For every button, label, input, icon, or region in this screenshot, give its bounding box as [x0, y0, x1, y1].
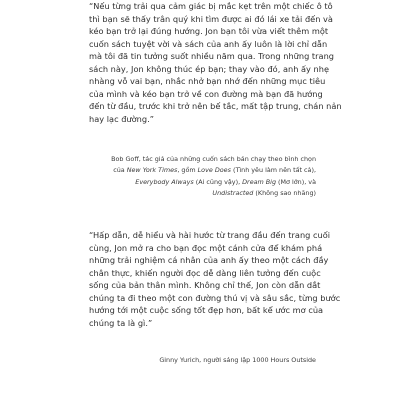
- attribution-1-line-3: [86, 177, 316, 188]
- quote-1-line-1: “Nếu từng trải qua cảm giác bị mắc kẹt trên một chiếc ô tô: [89, 1, 333, 11]
- quote-2-line-5: sống của bản thân mình. Không chỉ thế, Jon còn dẫn dắt: [89, 280, 321, 291]
- book-title-love-does: Love Does: [197, 166, 231, 175]
- book-title-undistracted: Undistracted: [212, 188, 254, 197]
- quote-1-line-9: đến từ đầu, trước khi trở nên bế tắc, mất tập trung, chán nản: [89, 101, 342, 112]
- attribution-1-line-2-mid: , gồm: [177, 166, 198, 175]
- attribution-2-text: Ginny Yurich, người sáng lập 1000 Hours Outside: [159, 356, 316, 364]
- attribution-bob-goff: [86, 154, 316, 199]
- book-title-everybody-always: Everybody Always: [135, 177, 194, 186]
- quote-2-line-4: chân thực, khiến người đọc dễ dàng liên tưởng đến cuộc: [89, 267, 321, 278]
- attribution-1-line-2: [86, 165, 316, 176]
- quote-bob-goff: [89, 0, 342, 125]
- attribution-1-line-1: Bob Goff, tác giả của những cuốn sách bán chạy theo bình chọn: [111, 155, 316, 163]
- attribution-1-line-2-suffix: (Tình yêu làm nên tất cả),: [230, 166, 316, 175]
- quote-1-line-6: sách này, Jon không thúc ép bạn; thay vào đó, anh ấy nhẹ: [89, 63, 330, 74]
- quote-1-line-5: mà tôi đã tin tưởng suốt nhiều năm qua. Trong những trang: [89, 51, 334, 62]
- attribution-1-line-4-suffix: (Không sao nhãng): [253, 188, 316, 197]
- quote-1-line-10: hay lạc đường.”: [89, 113, 154, 124]
- book-title-nyt: New York Times: [126, 166, 178, 175]
- attribution-1-line-2-prefix: của: [113, 166, 127, 175]
- quote-1-line-8: của mình và kéo bạn trở về con đường mà bạn đã hướng: [89, 88, 323, 99]
- quote-2-line-1: “Hấp dẫn, dễ hiểu và hài hước từ trang đầu đến trang cuối: [89, 230, 331, 240]
- quote-2-line-2: cùng, Jon mở ra cho bạn đọc một cánh cửa để khám phá: [89, 242, 323, 253]
- attribution-1-line-3-suffix: (Mơ lớn), và: [276, 177, 316, 186]
- attribution-1-line-4: [86, 188, 316, 199]
- quote-1-line-2: thì bạn sẽ thấy trân quý khi tìm được ai đó lái xe tải đến và: [89, 13, 333, 24]
- quote-1-line-4: cuốn sách tuyệt vời và sách của anh ấy luôn là lời chỉ dẫn: [89, 38, 328, 49]
- quote-2-line-3: những trải nghiệm cá nhân của anh ấy theo một cách đầy: [89, 255, 329, 266]
- quote-1-line-3: kéo bạn trở lại đúng hướng. Jon bạn tôi vừa viết thêm một: [89, 26, 329, 37]
- attribution-1-line-3-mid: (Ai cũng vậy),: [193, 177, 243, 186]
- book-title-dream-big: Dream Big: [242, 177, 277, 186]
- quote-1-line-7: nhàng vỗ vai bạn, nhắc nhở bạn nhớ đến những mục tiêu: [89, 76, 326, 87]
- quote-ginny-yurich: [89, 229, 341, 329]
- quote-2-line-6: chúng ta đi theo một con đường thú vị và sâu sắc, từng bước: [89, 292, 341, 303]
- attribution-ginny-yurich: [76, 355, 316, 366]
- quote-2-line-7: hướng tới một cuộc sống tốt đẹp hơn, bất kể ước mơ của: [89, 305, 324, 316]
- quote-2-line-8: chúng ta là gì.”: [89, 317, 153, 328]
